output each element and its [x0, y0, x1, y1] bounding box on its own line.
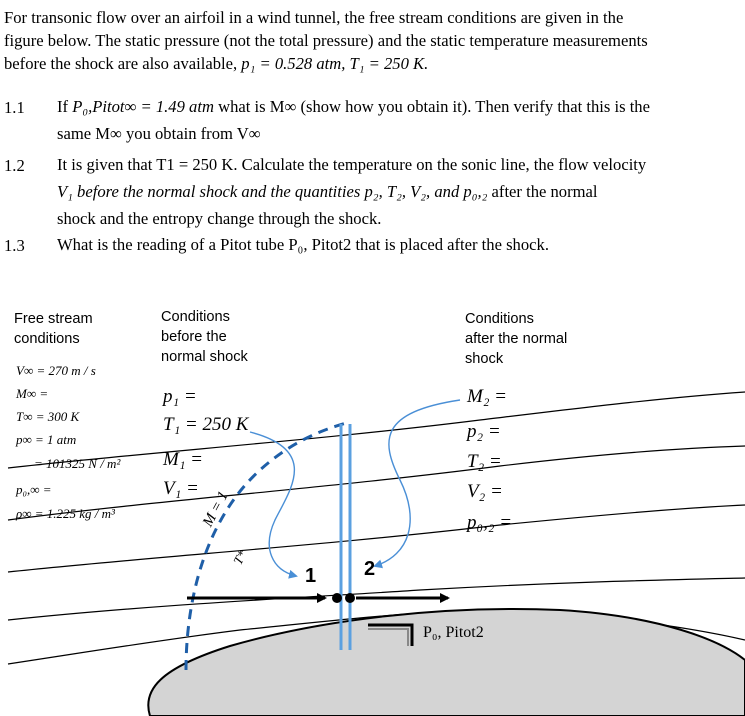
point-1-label: 1 — [305, 565, 317, 587]
header-line: shock — [465, 351, 504, 367]
p2-value: p₂ = — [467, 421, 501, 442]
given-values: p₁ = 0.528 atm, T₁ = 250 K. — [241, 54, 429, 73]
leader-curve-before — [250, 432, 296, 576]
q12-after: after the normal — [491, 182, 598, 201]
point-marker — [332, 593, 342, 603]
t1-value: T₁ = 250 K — [163, 414, 249, 435]
q12-v1: V₁ before the normal shock and the quantities — [57, 182, 361, 201]
intro-line-3a: before the shock are also available, — [4, 54, 238, 73]
p02-value: p₀,₂ = — [467, 512, 513, 533]
q11-pitot-value: P₀,Pitot∞ = 1.49 atm — [72, 97, 214, 116]
question-number: 1.2 — [4, 156, 25, 175]
free-stream-pressure-si: = 101325 N / m² — [34, 456, 121, 471]
m1-value: M₁ = — [163, 449, 204, 470]
t2-value: T₂ = — [467, 451, 502, 472]
free-stream-pressure: p∞ = 1 atm — [16, 432, 77, 447]
free-stream-density: ρ∞ = 1.225 kg / m³ — [16, 506, 115, 521]
header-line: normal shock — [161, 349, 248, 365]
v1-value: V₁ = — [163, 478, 199, 499]
header-line: Free stream — [14, 311, 93, 327]
sonic-temperature-label: T* — [230, 547, 250, 568]
free-stream-temperature: T∞ = 300 K — [16, 409, 80, 424]
free-stream-total-pressure: p₀,∞ = — [16, 482, 52, 497]
header-line: conditions — [14, 331, 80, 347]
q12-quantities: p₂, T₂, V₂, and p₀,₂ — [364, 182, 488, 201]
free-stream-mach: M∞ = — [16, 386, 49, 401]
m2-value: M₂ = — [467, 386, 508, 407]
header-line: Conditions — [465, 311, 534, 327]
sonic-line-label: M = 1 — [200, 488, 232, 530]
question-1-3: What is the reading of a Pitot tube P₀, Pitot2 that is placed after the shock. — [57, 235, 549, 254]
intro-line-2: figure below. The static pressure (not the total pressure) and the static temperature measurements — [4, 31, 648, 50]
streamline — [8, 505, 745, 572]
point-2-label: 2 — [364, 558, 376, 580]
question-number: 1.3 — [4, 236, 25, 255]
question-number: 1.1 — [4, 98, 25, 117]
after-shock-header — [465, 309, 567, 369]
q11-text: what is M∞ (show how you obtain it). Then verify that this is the — [218, 97, 650, 116]
leader-curve-after — [375, 400, 460, 566]
point-marker — [345, 593, 355, 603]
intro-line-1: For transonic flow over an airfoil in a wind tunnel, the free stream conditions are given in the — [4, 8, 624, 27]
q11-if: If — [57, 97, 69, 116]
header-line: Conditions — [161, 309, 230, 325]
pitot-label: P₀, Pitot2 — [423, 624, 484, 641]
v2-value: V₂ = — [467, 481, 503, 502]
header-line: after the normal — [465, 331, 568, 347]
question-1-2-line-3: shock and the entropy change through the shock. — [57, 209, 382, 228]
question-1-1-line-2: same M∞ you obtain from V∞ — [57, 124, 261, 143]
free-stream-header — [14, 309, 93, 349]
free-stream-velocity: V∞ = 270 m / s — [16, 363, 96, 378]
header-line: before the — [161, 329, 227, 345]
question-1-2-line-1: It is given that T1 = 250 K. Calculate the temperature on the sonic line, the flow velocity — [57, 155, 647, 174]
p1-value: p₁ = — [163, 386, 197, 407]
before-shock-header — [161, 307, 248, 367]
